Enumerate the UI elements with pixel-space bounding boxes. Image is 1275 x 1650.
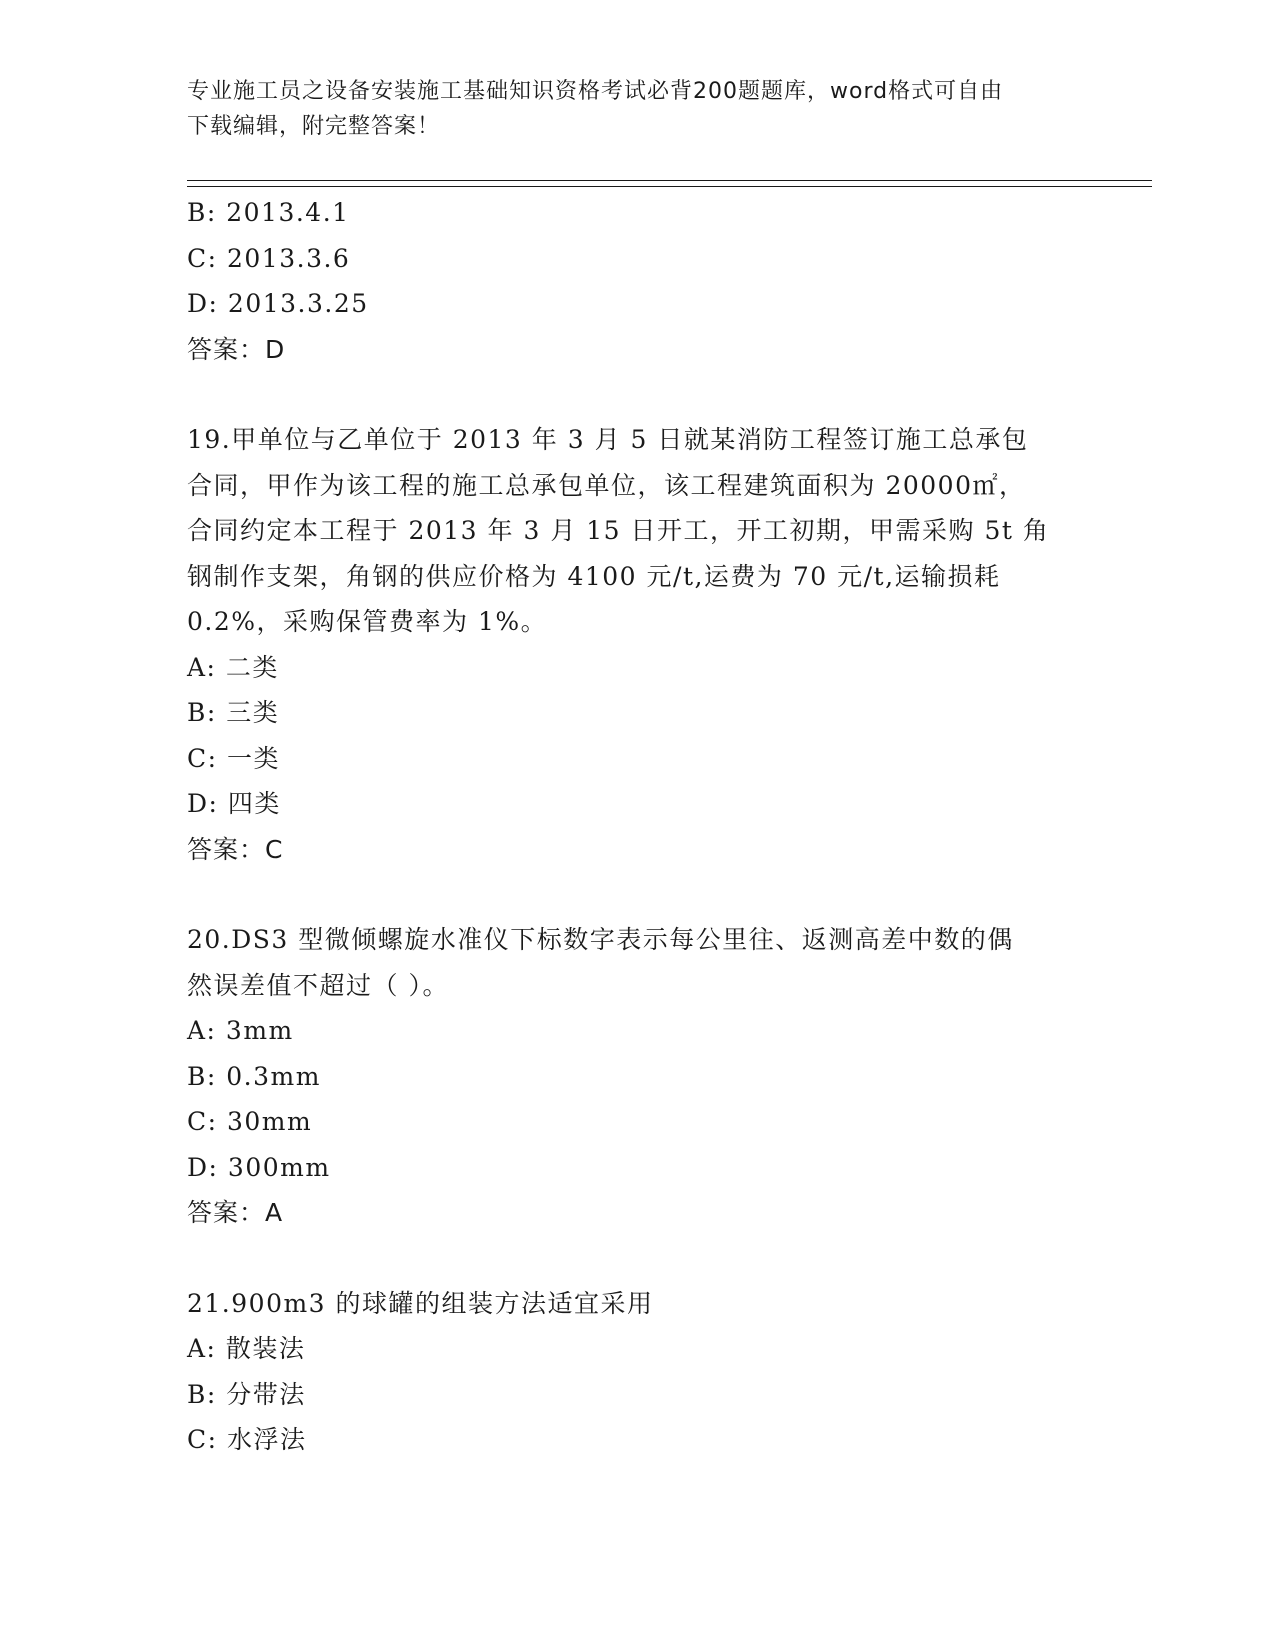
header-rule-bottom <box>187 186 1152 187</box>
option-b: B: 2013.4.1 <box>187 198 350 227</box>
question-text-line: 钢制作支架，角钢的供应价格为 4100 元/t,运费为 70 元/t,运输损耗 <box>187 561 1001 591</box>
question-text-line: 然误差值不超过（ ）。 <box>187 970 449 1000</box>
spacer <box>187 372 1087 417</box>
question-text-line: 19.甲单位与乙单位于 2013 年 3 月 5 日就某消防工程签订施工总承包 <box>187 425 1029 454</box>
option-c: C: 2013.3.6 <box>187 243 351 273</box>
question-text-line: 21.900m3 的球罐的组装方法适宜采用 <box>187 1288 654 1318</box>
option-d: D: 四类 <box>187 789 281 818</box>
spacer <box>187 1236 1087 1281</box>
question-19 <box>187 417 1087 872</box>
header-line-2: 下载编辑，附完整答案！ <box>187 114 441 139</box>
option-d: D: 300mm <box>187 1152 331 1182</box>
answer: 答案：D <box>187 334 286 364</box>
question-text-line: 20.DS3 型微倾螺旋水准仪下标数字表示每公里往、返测高差中数的偶 <box>187 925 1014 954</box>
option-a: A: 散装法 <box>187 1334 306 1363</box>
question-18-tail <box>187 190 1087 372</box>
answer: 答案：A <box>187 1198 284 1227</box>
question-20 <box>187 917 1087 1236</box>
question-text-line: 合同，甲作为该工程的施工总承包单位，该工程建筑面积为 20000㎡， <box>187 470 1026 500</box>
option-b: B: 0.3mm <box>187 1061 321 1091</box>
option-c: C: 一类 <box>187 743 280 773</box>
question-text-line: 合同约定本工程于 2013 年 3 月 15 日开工，开工初期，甲需采购 5t 角 <box>187 516 1050 545</box>
question-21 <box>187 1281 1087 1463</box>
option-a: A: 3mm <box>187 1016 294 1045</box>
option-a: A: 二类 <box>187 652 279 682</box>
option-b: B: 三类 <box>187 698 280 727</box>
document-body <box>187 190 1087 1463</box>
spacer <box>187 872 1087 917</box>
header-rule-top <box>187 180 1152 181</box>
question-text-line: 0.2%，采购保管费率为 1%。 <box>187 607 548 636</box>
option-c: C: 水浮法 <box>187 1425 307 1454</box>
answer: 答案：C <box>187 834 284 864</box>
option-d: D: 2013.3.25 <box>187 289 369 318</box>
document-header <box>187 74 1087 144</box>
option-b: B: 分带法 <box>187 1379 306 1409</box>
header-line-1: 专业施工员之设备安装施工基础知识资格考试必背200题题库，word格式可自由 <box>187 79 1004 104</box>
option-c: C: 30mm <box>187 1107 313 1136</box>
